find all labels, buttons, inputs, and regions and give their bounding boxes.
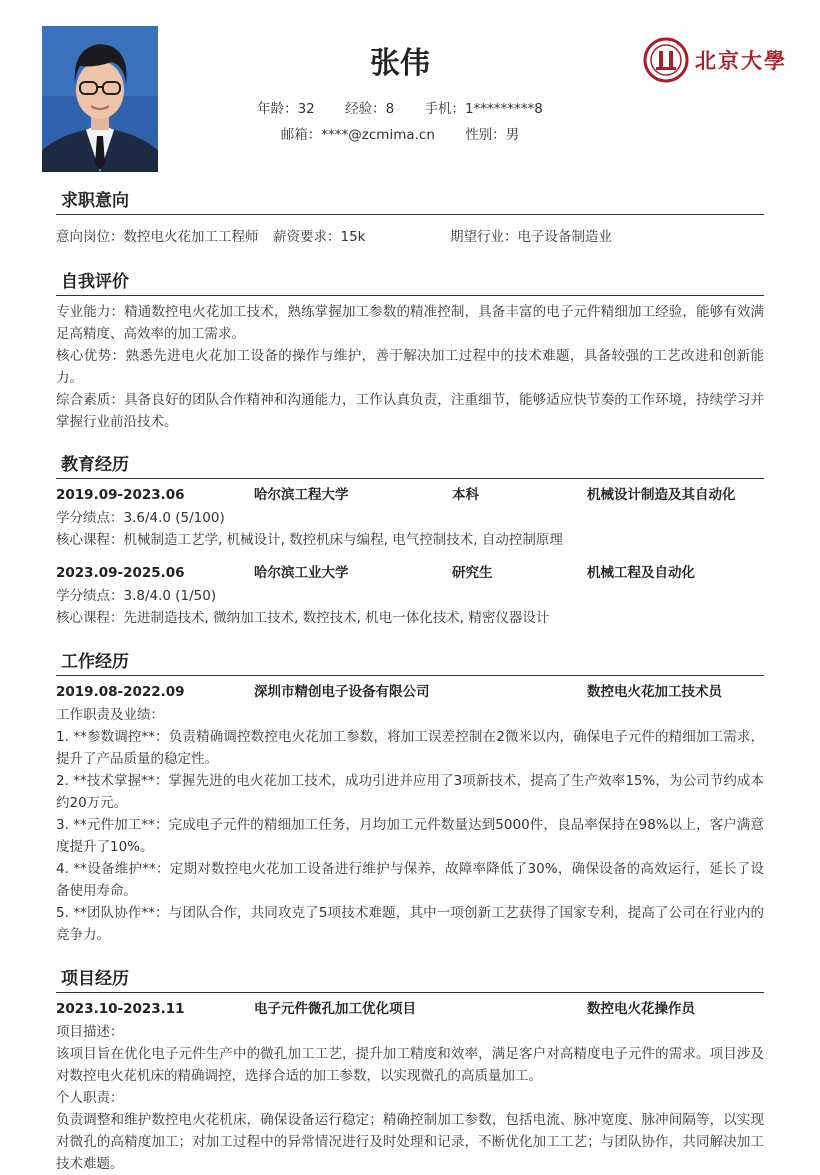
education-degree: 本科	[452, 487, 479, 503]
project-desc-label: 项目描述：	[56, 1024, 124, 1040]
gender-info	[465, 123, 519, 143]
education-section	[56, 452, 764, 629]
project-description: 该项目旨在优化电子元件生产中的微孔加工工艺，提升加工精度和效率，满足客户对高精度电子元件的需求。项目涉及对数控电火花机床的精确调控，选择合适的加工参数，以实现微孔的高质量加工。	[56, 1046, 764, 1084]
work-duty-item: 1. **参数调控**：负责精确调控数控电火花加工参数，将加工误差控制在2微米以内，确保电子元件的精细加工需求，提升了产品质量的稳定性。	[56, 729, 764, 767]
education-school: 哈尔滨工业大学	[254, 565, 349, 581]
candidate-name: 张伟	[370, 46, 430, 81]
experience-info	[345, 97, 394, 117]
gender-label: 性别：	[465, 127, 506, 143]
email-value: ****@zcmima.cn	[321, 127, 435, 143]
job-intent-row	[56, 225, 764, 249]
education-school: 哈尔滨工程大学	[254, 487, 349, 503]
education-degree: 研究生	[452, 565, 493, 581]
work-company: 深圳市精创电子设备有限公司	[254, 684, 430, 700]
self-eval-paragraph: 核心优势：熟悉先进电火花加工设备的操作与维护，善于解决加工过程中的技术难题，具备较强的工艺改进和创新能力。	[56, 348, 764, 386]
education-gpa: 学分绩点：3.6/4.0 (5/100)	[56, 510, 225, 526]
experience-value: 8	[385, 101, 395, 117]
work-duty-item: 2. **技术掌握**：掌握先进的电火花加工技术，成功引进并应用了3项新技术，提高了生产效率15%，为公司节约成本约20万元。	[56, 773, 764, 811]
work-experience-section	[56, 649, 764, 946]
university-logo	[643, 35, 793, 85]
work-entry-header	[56, 680, 764, 704]
education-courses: 核心课程：机械制造工艺学, 机械设计, 数控机床与编程, 电气控制技术, 自动控制原理	[56, 532, 563, 548]
work-role: 数控电火花加工技术员	[587, 684, 722, 700]
self-eval-paragraph: 专业能力：精通数控电火花加工技术，熟练掌握加工参数的精准控制，具备丰富的电子元件精细加工经验，能够有效满足高精度、高效率的加工需求。	[56, 304, 764, 342]
university-logo-text: 北京大學	[695, 48, 787, 73]
basic-info-row-2	[0, 123, 800, 143]
phone-info	[424, 97, 542, 117]
self-evaluation-section	[56, 269, 764, 433]
education-entry-header	[56, 561, 764, 585]
project-duty: 负责调整和维护数控电火花机床，确保设备运行稳定；精确控制加工参数，包括电流、脉冲宽度、脉冲间隔等，以实现对微孔的高精度加工；对加工过程中的异常情况进行及时处理和记录，不断优化加工工艺；与团队协作，共同解决加工技术难题。	[56, 1112, 764, 1172]
section-title: 自我评价	[56, 269, 764, 296]
expected-industry: 期望行业：电子设备制造业	[450, 229, 612, 245]
project-duty-label: 个人职责：	[56, 1090, 124, 1106]
education-period: 2023.09-2025.06	[56, 565, 185, 581]
education-entry-header	[56, 483, 764, 507]
work-duties-label: 工作职责及业绩：	[56, 707, 164, 723]
basic-info-row-1	[0, 97, 800, 117]
email-info	[281, 123, 435, 143]
project-role: 数控电火花操作员	[587, 1001, 695, 1017]
education-gpa: 学分绩点：3.8/4.0 (1/50)	[56, 588, 217, 604]
gender-value: 男	[505, 127, 520, 143]
education-major: 机械工程及自动化	[587, 565, 695, 581]
age-info	[257, 97, 315, 117]
job-intent-section	[56, 188, 764, 249]
age-label: 年龄：	[257, 101, 298, 117]
project-experience-section	[56, 966, 764, 1175]
work-period: 2019.08-2022.09	[56, 684, 185, 700]
work-duty-item: 5. **团队协作**：与团队合作，共同攻克了5项技术难题，其中一项创新工艺获得了国家专利，提高了公司在行业内的竞争力。	[56, 905, 764, 943]
section-title: 项目经历	[56, 966, 764, 993]
experience-label: 经验：	[345, 101, 386, 117]
work-duty-item: 4. **设备维护**：定期对数控电火花加工设备进行维护与保养，故障率降低了30%，确保设备的高效运行，延长了设备使用寿命。	[56, 861, 764, 899]
age-value: 32	[297, 101, 315, 117]
section-title: 求职意向	[56, 188, 764, 215]
email-label: 邮箱：	[280, 127, 322, 143]
phone-value: 1*********8	[464, 101, 543, 117]
education-period: 2019.09-2023.06	[56, 487, 185, 503]
section-title: 教育经历	[56, 452, 764, 479]
work-duty-item: 3. **元件加工**：完成电子元件的精细加工任务，月均加工元件数量达到5000件，良品率保持在98%以上，客户满意度提升了10%。	[56, 817, 764, 855]
project-period: 2023.10-2023.11	[56, 1001, 185, 1017]
university-seal-icon	[643, 37, 689, 83]
education-courses: 核心课程：先进制造技术, 微纳加工技术, 数控技术, 机电一体化技术, 精密仪器设计	[56, 610, 550, 626]
phone-label: 手机：	[424, 101, 465, 117]
project-entry-header	[56, 997, 764, 1021]
project-name: 电子元件微孔加工优化项目	[254, 1001, 416, 1017]
section-title: 工作经历	[56, 649, 764, 676]
intended-position: 意向岗位：数控电火花加工工程师	[56, 229, 259, 245]
education-major: 机械设计制造及其自动化	[587, 487, 736, 503]
self-eval-paragraph: 综合素质：具备良好的团队合作精神和沟通能力，工作认真负责，注重细节，能够适应快节奏的工作环境，持续学习并掌握行业前沿技术。	[56, 392, 764, 430]
salary-requirement: 薪资要求：15k	[273, 229, 366, 245]
